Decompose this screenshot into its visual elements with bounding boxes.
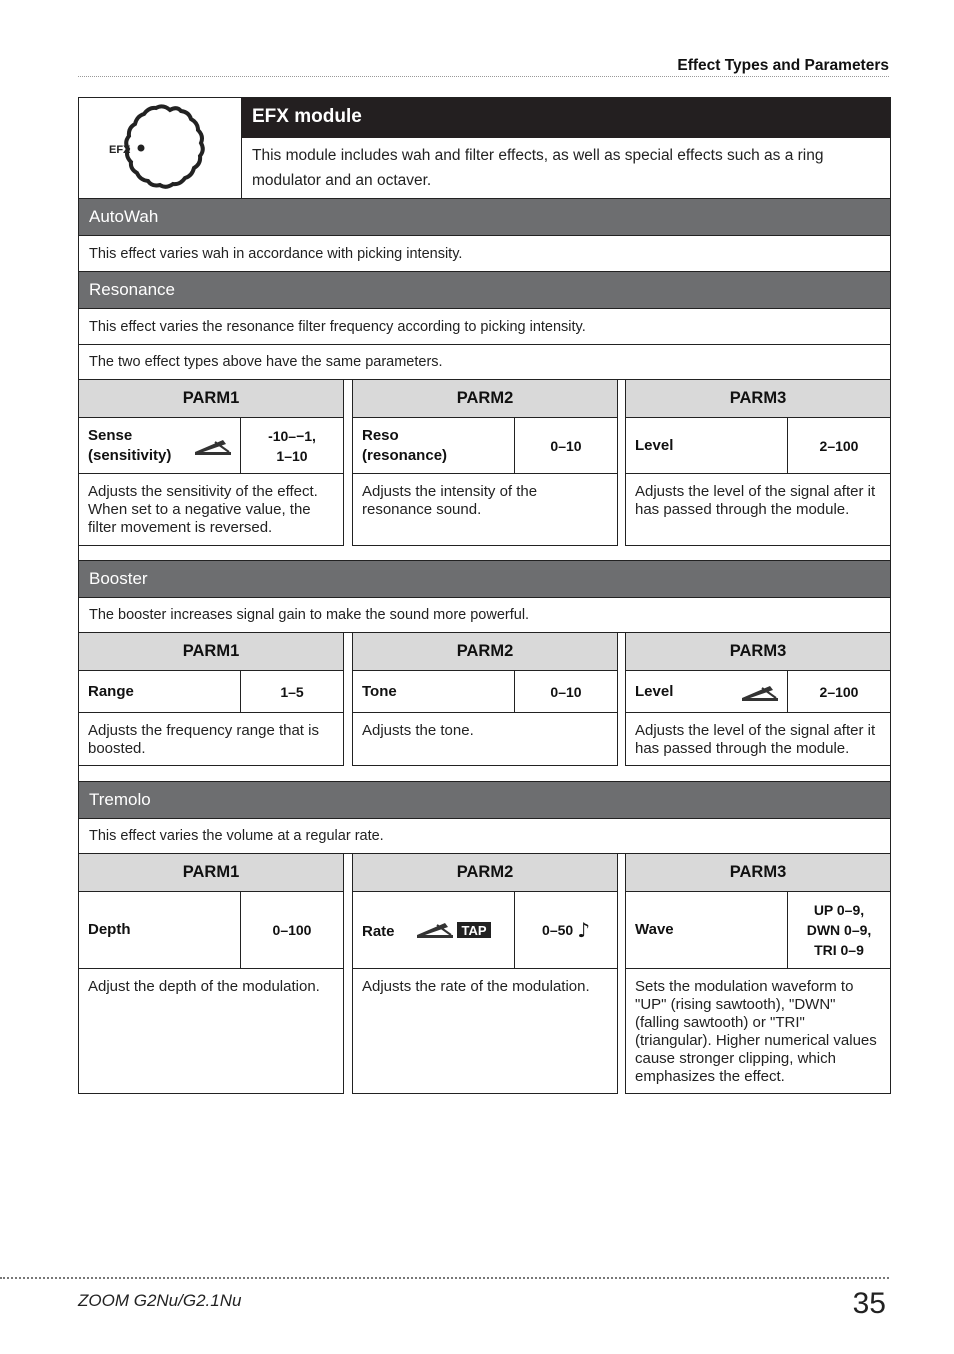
parm3-description: Adjusts the level of the signal after it has passed through the module. <box>635 722 876 757</box>
parm1-header: PARM1 <box>79 380 343 418</box>
expression-pedal-icon <box>415 919 455 939</box>
module-description: This module includes wah and filter effects, as well as special effects such as a ring modulator and an octaver. <box>252 147 824 189</box>
svg-text:TAP: TAP <box>461 923 487 938</box>
header-divider <box>78 76 889 77</box>
effect-name-autowah: AutoWah <box>78 198 891 236</box>
parm3-description: Adjusts the level of the signal after it has passed through the module. <box>635 483 876 518</box>
parm2-header: PARM2 <box>353 380 617 418</box>
effect-name-booster: Booster <box>78 560 891 598</box>
svg-text:EFX: EFX <box>109 144 131 156</box>
parm2-row <box>353 671 617 713</box>
parm3-value: UP 0–9, DWN 0–9, TRI 0–9 <box>806 902 872 958</box>
parm2-header: PARM2 <box>353 854 617 892</box>
parm1-description: Adjusts the frequency range that is boosted. <box>88 722 319 757</box>
parm3-header: PARM3 <box>626 380 890 418</box>
parm1-name: Depth <box>79 892 241 968</box>
parm1-header: PARM1 <box>79 633 343 671</box>
parm3-row <box>626 892 890 969</box>
expression-pedal-icon <box>193 436 233 456</box>
parm1-column <box>78 853 344 1094</box>
tremolo-description: This effect varies the volume at a regular rate. <box>78 818 891 854</box>
parm3-name: Level <box>626 671 788 712</box>
parm1-value: 0–100 <box>272 922 312 938</box>
knob-cell <box>79 98 242 198</box>
section-title: Effect Types and Parameters <box>677 57 889 74</box>
parm1-description: Adjust the depth of the modulation. <box>88 978 320 995</box>
music-note-icon: ♪ <box>577 918 590 942</box>
page-number: 35 <box>852 1287 886 1320</box>
model-name: ZOOM G2Nu/G2.1Nu <box>78 1291 242 1310</box>
parm2-value: 0–10 <box>550 437 582 454</box>
parm2-name: Rate <box>353 892 515 968</box>
booster-description: The booster increases signal gain to make the sound more powerful. <box>78 597 891 633</box>
parm2-description: Adjusts the tone. <box>362 722 474 739</box>
parm2-name: Tone <box>353 671 515 712</box>
parm3-value: 2–100 <box>819 437 859 454</box>
parm1-value: 1–5 <box>280 683 304 700</box>
parm3-name: Wave <box>626 892 788 968</box>
parm2-value: 0–10 <box>550 683 582 700</box>
parm1-value: -10–−1, 1–10 <box>268 427 316 464</box>
parm2-header: PARM2 <box>353 633 617 671</box>
parm3-header: PARM3 <box>626 633 890 671</box>
parm1-column <box>78 632 344 766</box>
parm3-column <box>625 632 891 766</box>
parm3-name: Level <box>626 418 788 473</box>
parm3-row <box>626 671 890 713</box>
parm2-column <box>352 632 618 766</box>
parm2-column <box>352 853 618 1094</box>
parm2-description: Adjusts the rate of the modulation. <box>362 978 590 995</box>
parm2-row <box>353 418 617 474</box>
parm3-column <box>625 853 891 1094</box>
parm2-row <box>353 892 617 969</box>
parm2-column <box>352 379 618 546</box>
parm3-column <box>625 379 891 546</box>
parm1-column <box>78 379 344 546</box>
parm1-row <box>79 892 343 969</box>
parm1-name: Range <box>79 671 241 712</box>
parm3-header: PARM3 <box>626 854 890 892</box>
effect-name-resonance: Resonance <box>78 271 891 309</box>
parm3-row <box>626 418 890 474</box>
parm1-name: Sense (sensitivity) <box>79 418 241 473</box>
parm2-name: Reso (resonance) <box>353 418 515 473</box>
expression-pedal-icon <box>740 682 780 702</box>
autowah-description: This effect varies wah in accordance with picking intensity. <box>78 235 891 272</box>
parm2-value: 0–50 ♪ <box>542 918 590 942</box>
shared-parameters-note: The two effect types above have the same parameters. <box>78 344 891 380</box>
module-title: EFX module <box>242 98 890 138</box>
effect-name-tremolo: Tremolo <box>78 781 891 819</box>
footer-divider <box>0 1277 889 1279</box>
parm1-header: PARM1 <box>79 854 343 892</box>
resonance-description: This effect varies the resonance filter frequency according to picking intensity. <box>78 308 891 345</box>
tap-badge-icon <box>457 922 491 938</box>
parm2-description: Adjusts the intensity of the resonance sound. <box>362 483 538 518</box>
parm1-row <box>79 671 343 713</box>
parm1-row <box>79 418 343 474</box>
parm3-description: Sets the modulation waveform to "UP" (rising sawtooth), "DWN" (falling sawtooth) or "TRI" (triangular). Higher numerical values cause stronger clipping, which emphasizes the effect. <box>635 978 877 1085</box>
efx-module-block <box>78 97 891 199</box>
efx-knob-icon <box>79 98 241 198</box>
parm1-description: Adjusts the sensitivity of the effect. When set to a negative value, the filter movement is reversed. <box>88 483 318 536</box>
parm3-value: 2–100 <box>819 683 859 700</box>
